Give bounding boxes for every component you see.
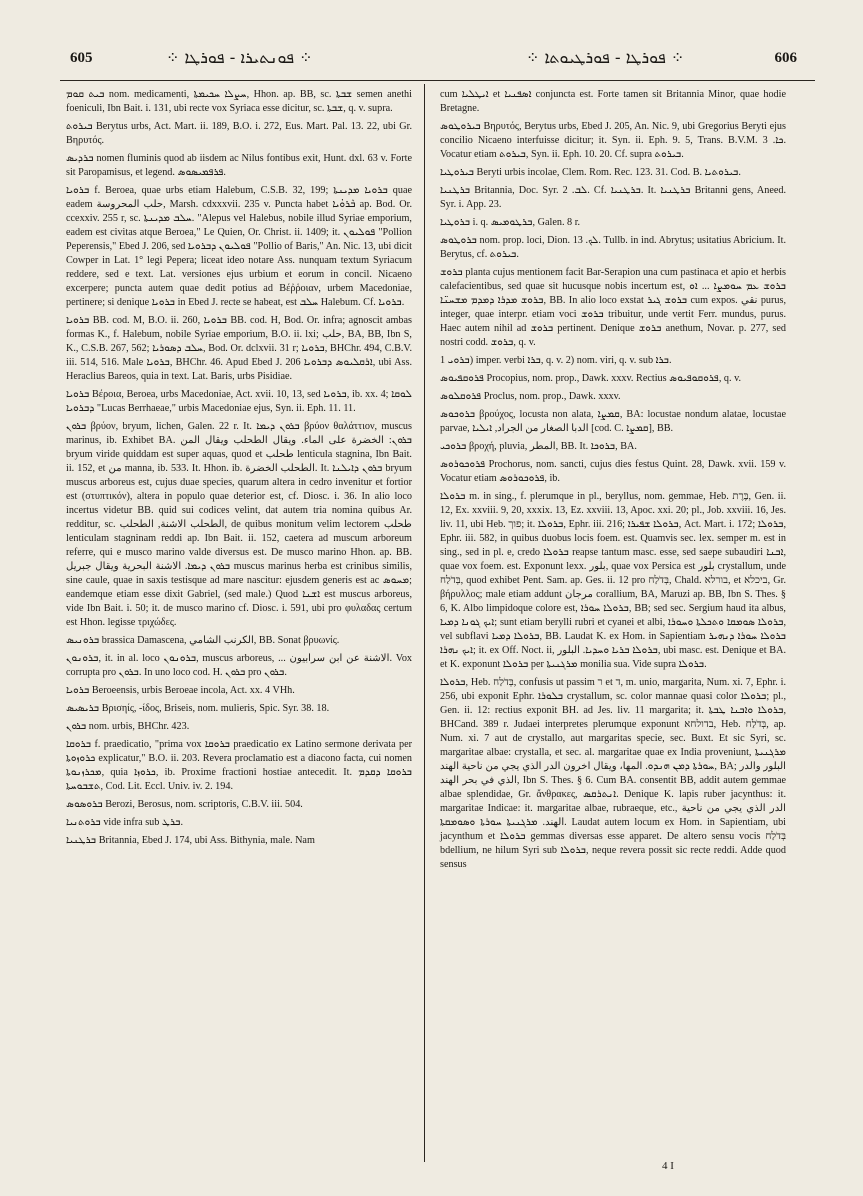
entry: ܒܪܘܝܐ Βέροια, Beroea, urbs Macedoniae, Act. xvii. 10, 13, sed ܒܪܘܝܐ, ib. xx. 4; ܠܘܩܐ ܕܒܪܘܝܐ "Lucas Berrhaeae," urbis Macedoniae ejus, Syn. ii. Eph. 11. 11. xyxy=(66,389,412,414)
entry: ܒܪܘܠܐ m. in sing., f. plerumque in pl., beryllus, nom. gemmae, Heb. בֶּרֶת, Gen. ii. 12, Ex. xxviii. 9, 20, xxxix. 13, Ez. xxviii. 13, Apoc. xxi. 20; pl., Job. xxviii. 16, Jes. liv. 11, ubi Heb. פוך; it. ܒܪܘܠܐ, Ephr. iii. 216; ܒܪܘܠܐ ܫܦܝܪܐ, Act. Mart. i. 172; ܒܪܘܠܐ, Ephr. iii. 582, in quibus duobus locis foem. est. Quamvis sec. lex. semper m. est in sing., sed in pl. e, credo ܒܪܘܠܐ reapse tantum masc. esse, sed saepe subaudiri ܐܒܢܐ, quae vox foem. est. Exponunt lexx. بلور, quae vox Persica est بلور crystallum, unde בְּדֹלַח, quod exhibet Pent. Sam. ap. Ges. ii. 12 pro בְּדֹלַח, Chald. בורלא, et ביכלא, Gr. βήρυλλος; male etiam addunt مرجان corallium, BA, Maruzi ap. BB, Ibn S. Thes. § 6, K. Albo limpidoque colore est, ܒܪܘܠܐ ܚܘܪܐ, BB; sed sec. Sergium haud ita albus, ܐܝܟ ܓܘܢܐ ܕܡܝܐ; sunt etiam berylli rubri et cyanei et albi, ܒܪܘܠܐ ܣܘܡܩܐ ܘܬܟܠܬܐ ܘܚܘܪܐ, vel subflavi ܒܪܘܠܐ ܕܡܝܐ, BB. Laudat K. ex Hom. in Sapientiam ܒܪܘܠܐ ܚܘܪܐ ܕܢܗܝܪ ܐܝܟ ܢܗܪܐ; it. ex Off. Noct. ii, ܒܪܘܠܐ ܒܪܝܐ ܘܚܕܝܐ. البلور, ubi masc. est. Denique et BA. et K. exponunt ܒܪܘܠܐ per ܡܪܓܢܝܬܐ monilia sua. Vide supra ܒܪܘܠܐ. xyxy=(440,491,787,670)
printer-signature: 4 I xyxy=(662,1160,674,1172)
left-column xyxy=(66,88,412,852)
entry: ܒܪܘܝ 1) imper. verbi ܒܪܐ, q. v. 2) nom. viri, q. v. sub ܒܪܐ. xyxy=(440,355,672,366)
left-running-title: ⁘ ܦܘܢܬܝܪܐ - ܦܘܪܛܐ ⁘ xyxy=(166,48,313,67)
left-page-number: 605 xyxy=(70,50,93,66)
entry: ܒܪܘܝܐ f. Beroea, quae urbs etiam Halebum, C.S.B. 32, 199; ܒܪܘܝܐ ܡܕܝܢܬܐ quae eadem حلب المحروسة, Marsh. cdxxxvii. 235 v. Puncta habet ܒܶܪܘܳܝܐ ap. Bod. Or. ccexxiv. 255 r, sc. ܚܠܒ ܡܕܝܢܬܐ. "Alepus vel Halebus, nobile illud Syriae emporium, eadem est civitas atque Beroea," Le Quien, Or. Christ. ii. 1409; it. ܦܘܠܝܘܢ "Pollion Peperensis," Ebed J. 206, sed ܦܘܠܝܘܢ ܕܒܪܘܝܐ "Pollio of Baris," An. Nic. 13, ubi dicit Cowper in Lat. 1° legi Pepera; liceat ideo notare Ass. nunquam textum Syriacum reddere, sed e text. Lat. versiones ejus urbium et eorum in concil. Nicaeno excerpere; puncta autem quae dedit potius ad Βέῤῥοιαν, urbem Macedoniae, pertinere; si denique ܒܪܘܝܐ in Ebed J. recte se habeat, est ܚܠܒ Halebum. Cf. ܒܪܘܝܐ. xyxy=(66,185,412,308)
entry: ܒܪܘܬܢܝܐ vide infra sub ܒܪܛ. xyxy=(66,817,184,828)
entry: cum ܐܝܛܠܝܐ et ܐܣܦܢܝܐ conjuncta est. Forte tamen sit Britannia Minor, quae hodie Bretagne. xyxy=(440,89,786,114)
entry: ܒܪܘܛܘܣ nom. prop. loci, Dion. ܠܟ. 13. Tullb. in ind. Abrytus; usitatius Abricium. It. Berytus, cf. ܒܝܪܘܬ. xyxy=(440,235,786,260)
entry: ܒܝܪܘܛܘܣ Βηρυτός, Berytus urbs, Ebed J. 205, An. Nic. 9, ubi Gregorius Beryti ejus concilio Nicaeno interfuisse dicitur; it. Syn. ii. Eph. 9. 5, Trans. B.V.M. ܟܐ. 3. Vocatur etiam ܒܝܪܘܬ, Syn. ii. Eph. 10. 20. Cf. supra ܒܝܪܘܬ. xyxy=(440,121,786,160)
entry: ܒܪܘܟܘܣ βρούχος, locusta non alata, ܩܡܨܐ, BA: locustae nondum alatae, locustae parvae, الدبا الصغار من الجراد, ܐܝܠܝܐ [cod. C. ܩܡܨܐ], BB. xyxy=(440,409,786,434)
entry: ܒܪܘܢܘܢ, it. in al. loco ܒܪܘܢܘܢ, muscus arboreus, ... الاشنة عن ابن سرابيون. Vox corrupta pro ܒܪܘܢ. In uno loco cod. H. ܒܪܘܢ pro ܒܪܘܢ. xyxy=(66,653,413,678)
entry: ܒܝܪܘܛܝܐ Beryti urbis incolae, Clem. Rom. Rec. 123. 31. Cod. B. ܒܝܪܘܬܝܐ. xyxy=(440,167,741,178)
entry: ܒܪܘܠܐ, Heb. בְּדֹלַח, confusis ut passim ר et ד, m. unio, margarita, Num. xi. 7, Ephr. i. 256, ubi exponit Ephr. ܒܠܘܪܐ crystallum, sc. color mannae quasi color ܒܪܘܠܐ; pl., Gen. ii. 12: rectius exponit BH. ad Jes. liv. 11 margarita; it. ܒܪܘܠܐ ܘܐܒܢܐ ܛܒܬܐ, BHCand. 389 r. Judaei interpretes plerumque exponunt בדולחא, Heb. בְּדֹלַח, ap. Num. xi. 7 aut de crystallo, aut margaritas specie, sec. Buxt. Et sic Syri, sc. margaritae albae: crystalla, et sec. al. margaritae quae ex India proveniunt, ܡܪܓܢܝܬܐ ܚܘܪܬܐ ܕܡܢ ܗܢܕܘ. المها، ويقال اخرون الدر الذي يجي من ناحية الهند, BA; البلور والدر الذي في بحر الهند, Ibn S. Thes. § 6. Cum BA. consentit BB, addit autem gemmae albae splendidae, Gr. ἄνθρακες, ܐܢܬܪܩܣ. Denique K. lapis ruber jacynthus: it. margaritae Indicae: it. margaritae albae, rubraeque, etc., الدر الذي يجي من ناحية الهند. ܡܪܓܢܝܬܐ ܚܘܪܬܐ ܘܣܘܡܩܬܐ. Laudat autem locum ex Hom. in Sapientiam, ubi jacynthum et ܒܪܘܠܐ gemmas diversas esse apparet. De altero sensu vocis בְּדֹלַח bdellium, ne hilum Syri sub ܒܪܘܠܐ, neque revera possit sic recte reddi. Adde quod sensus xyxy=(440,677,786,870)
entry: ܦܪܘܩܠܘܣ Proclus, nom. prop., Dawk. xxxv. xyxy=(440,391,621,402)
entry: ܒܪܘܝܐ BB. cod. M, B.O. ii. 260, ܒܪܘܝܐ BB. cod. H, Bod. Or. infra; agnoscit ambas formas K., f. Halebum, nobile Syriae emporium, B.O. ii. lxi; حلب, BA, BB, Ibn S, K., C.S.B. 267, 562; ܚܠܒ ܕܣܘܪܝܐ, Bod. Or. dclxvii. 31 r; ܒܪܘܝܐ, BHChr. 494, C.B.V. iii. 514, 516. Male ܒܪܘܝܐ, BHChr. 46. Apud Ebed J. 206 ܐܪܩܠܝܘܣ ܕܒܪܘܝܐ, ubi Ass. Heraclius Bareos, quia in text. Lat. Baris, urbs Pisidiae. xyxy=(66,315,413,382)
entry: ܒܪܕܝܣ nomen fluminis quod ab iisdem ac Nilus fontibus exit, Hunt. dxl. 63 v. Forte sit Paropamisus, et legend. ܦܪܦܡܝܣܘܣ. xyxy=(66,153,412,178)
entry: ܒܪܘܢ βρύον, bryum, lichen, Galen. 22 r. It. ܒܪܘܢ ܕܝܡܐ βρύον θαλάττιον, muscus marinus, ib. Exhibet BA. ܒܪܘܢ: الخضرة على الماء. ويقال الطحلب ويقال المن bryum viride quiddam est super aquas, quod et طحلب lenticula stagnina, Ibn Bait. ii. 152, et من manna, ib. 533. It. Hhon. ib. الطحلب الخضرة. It. ܒܪܘܢ ܕܐܝܠܢܐ bryum muscus arboreus est, cujus duae species, quarum altera in cedro invenitur et fortior est (στυπτικόν), altera in populo quae deterior est, cf. Diosc. i. 36. In alio loco incertus videtur BB. quid sui codices velint, dat autem tria nomina quibus Ar. redditur, sc. الطحلب الاشنة, الطحلب, de quibus monitum velim lectorem طحلب lenticulam stagninam reddi ap. Ibn Bait. ii. 152, caetera ad muscum arboreum referre, qui e musco marino valde diversus est. De musco marino Hhon. ap. BB. ܒܪܘܢ ܕܝܡܐ. الاشنة البحرية ويقال جبريل muscus marinus herba est crinibus similis, sine caule, quae in saxis testisque ad mare nascitur: ejusdem generis est ac ܡܚܘܣ; eandemque etiam esse dixit Gabriel, (sed male.) Quod ܐܫܢܐ est muscus arboreus, vide Ibn Bait. i. 50; it. de musco marino cf. Diosc. i. 591, ubi pro φυλαδας certum est Hhon. legisse τριχώδες. xyxy=(66,421,413,628)
entry: ܒܪܘܛܝܐ i. q. ܒܪܛܘܡܝܣ, Galen. 8 r. xyxy=(440,217,581,228)
running-header xyxy=(46,44,817,74)
entry: ܦܪܘܟܘܪܘܣ Prochorus, nom. sancti, cujus dies festus Quint. 28, Dawk. xvii. 159 v. Vocatur etiam ܦܪܘܟܘܪܘܣ, ib. xyxy=(440,459,786,484)
header-rule xyxy=(60,80,815,81)
column-divider xyxy=(424,84,425,1162)
entry: ܒܪܘܢ nom. urbis, BHChr. 423. xyxy=(66,721,190,732)
entry: ܒܪܘܣܘܣ Berozi, Berosus, nom. scriptoris, C.B.V. iii. 504. xyxy=(66,799,303,810)
entry: ܒܪܘܝܐ Beroeensis, urbis Beroeae incola, Act. xx. 4 VHh. xyxy=(66,685,295,696)
entry: ܒܪܘܢܝܣ brassica Damascena, الكرنب الشامي, BB. Sonat βρυωνίς. xyxy=(66,635,340,646)
right-column xyxy=(440,88,786,876)
entry: ܒܝܬ ܩܘܡ nom. medicamenti, ܚܨܠܐ ܚܟܝܡܬܐ, Hhon. ap. BB, sc. ܫܒܬܐ semen anethi foeniculi, Ibn Bait. i. 131, ubi recte vox Syriaca esse dicitur, sc. ܫܒܬܐ, q. v. supra. xyxy=(66,89,412,114)
entry: ܒܝܪܘܬ Berytus urbs, Act. Mart. ii. 189, B.O. i. 272, Eus. Mart. Pal. 13. 22, ubi Gr. Βηρυτός. xyxy=(66,121,412,146)
entry: ܒܪܝܣܝܣ Βρισηίς, -ίδος, Briseis, nom. mulieris, Spic. Syr. 38. 18. xyxy=(66,703,330,714)
entry: ܦܪܘܩܦܝܘܣ Procopius, nom. prop., Dawk. xxxv. Rectius ܦܪܘܩܘܦܝܘܣ, q. v. xyxy=(440,373,742,384)
entry: ܒܪܘܟܝ βροχή, pluvia, المطر, BB. It. ܒܪܘܟܐ, BA. xyxy=(440,441,637,452)
entry: ܒܪܘܫ planta cujus mentionem facit Bar-Serapion una cum pastinaca et apio et herbis calefacientibus, sed quae sit hucusque nobis incertum est, ܒܪܘܫ ܥܡ ܚܘܡܨܐ ... ܐܘ ܒܪܘܫ ܡܕܪܐ ܕܡܕܡ ܡܫܚܢ̈ܐ, BB. In alio loco exstat ܒܪܘܫ ܓܝܪ cum expos. نقي purus, integer, quae interpr. etiam voci ܒܪܘܫ tribuitur, unde vertit Ferr. mundus, purus. Haec autem nihil ad ܒܪܘܫ pertinent. Denique ܒܪܘܫ anethum, Novar. p. 277, sed nostri codd. ܒܪܘܫ, q. v. xyxy=(440,267,787,348)
entry: ܒܪܘܩܐ f. praedicatio, "prima vox ܒܪܘܩܐ praedicatio ex Latino sermone derivata per ܟܪܘܙܘܬܐ explicatur," B.O. ii. 203. Revera proclamatio est a diacono facta, cui nomen ܡܟܪܙܢܘܬܐ, quia ܟܪܘܙܐ, ib. Proxime fractioni hostiae antecedit. It. ܒܪܘܩܐ ܕܩܕܡ ܬܫܒܘܚܬܐ, Cod. Lit. Eccl. Univ. iv. 2. 194. xyxy=(66,739,412,792)
right-page-number: 606 xyxy=(774,50,797,66)
entry: ܒܪܛܢܝܐ Britannia, Ebed J. 174, ubi Ass. Bithynia, male. Nam xyxy=(66,835,315,846)
right-running-title: ⁘ ܦܘܪܛܐ - ܦܘܪܛܝܘܬܐ ⁘ xyxy=(526,48,685,67)
entry: ܒܪܛܢܝܐ Britannia, Doc. Syr. ܠܒ. 2. Cf. ܒܪܛܢܝܐ. It. ܒܪܛܢܝܐ Britanni gens, Aneed. Syr. i. App. 23. xyxy=(440,185,786,210)
